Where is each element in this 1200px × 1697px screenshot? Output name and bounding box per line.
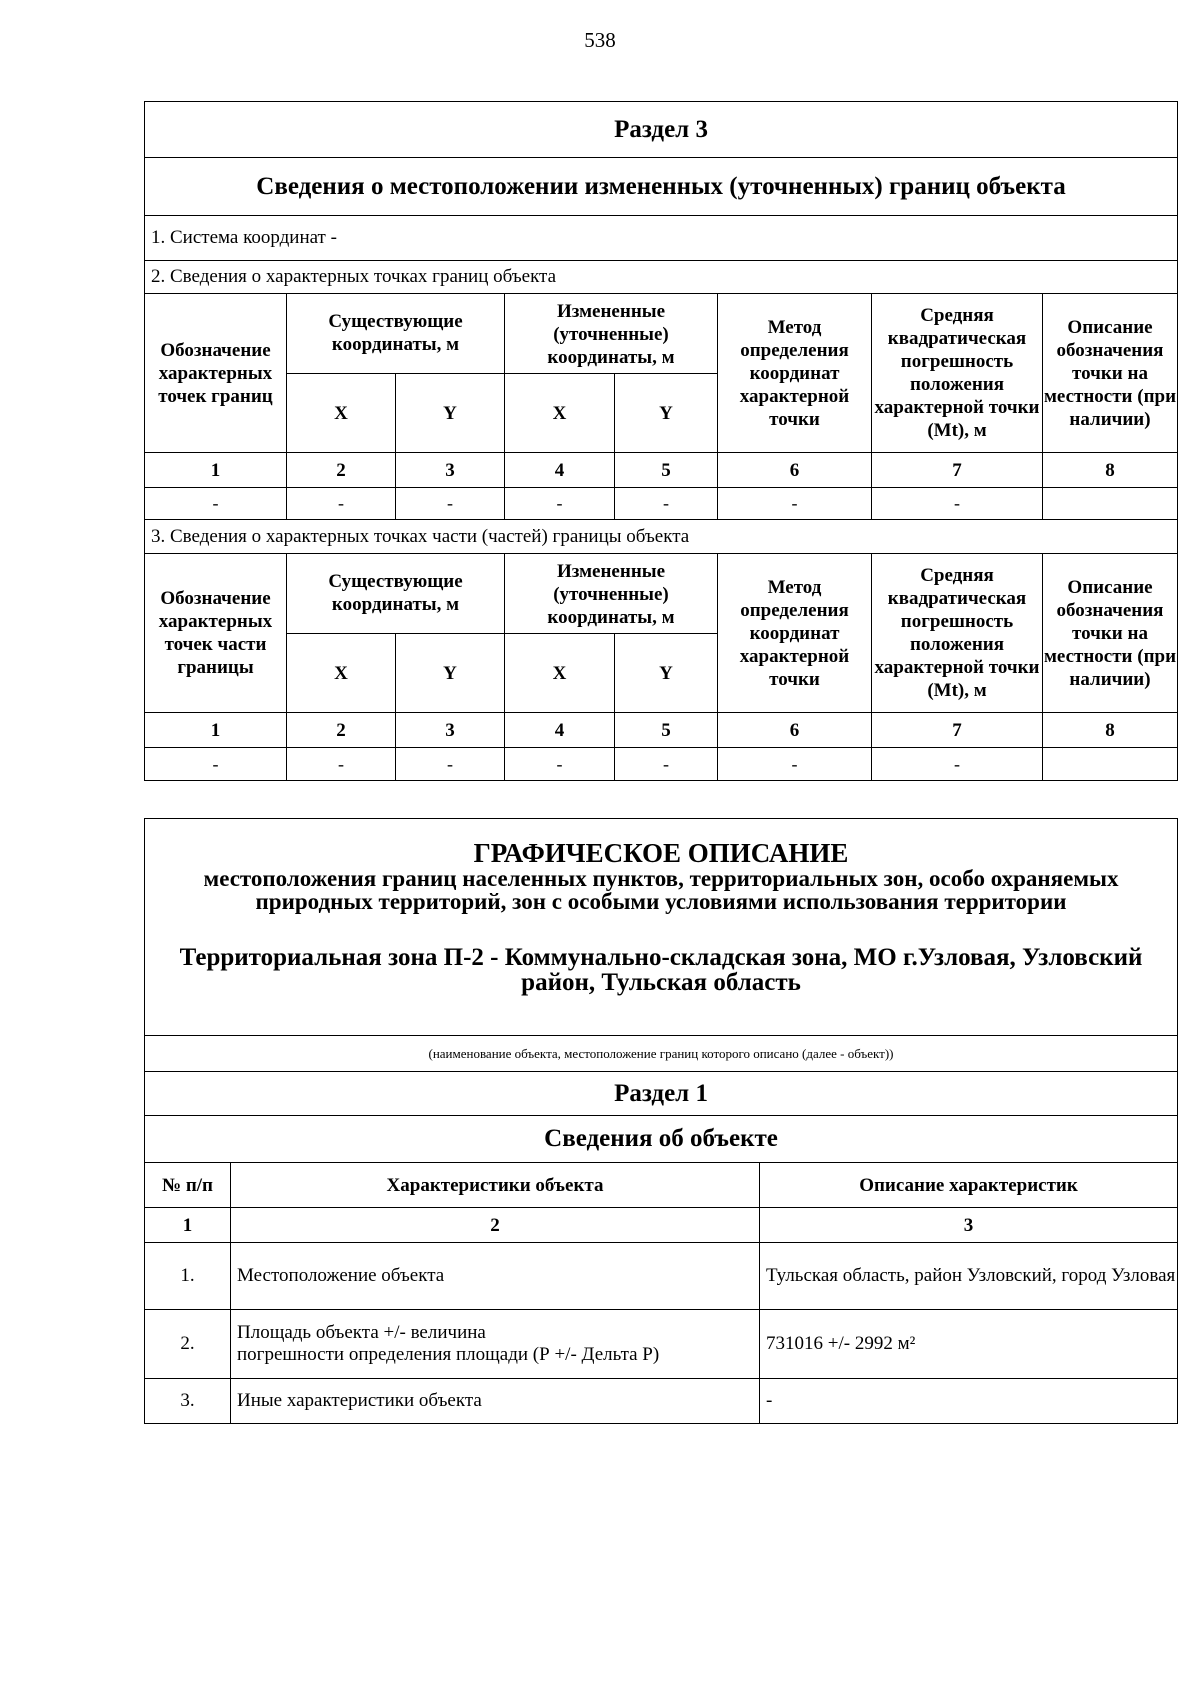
header-description: Описание обозначения точки на местности (при наличии): [1043, 554, 1178, 713]
column-number: 5: [615, 713, 718, 748]
characteristic-name-line: Площадь объекта +/- величина: [237, 1322, 486, 1343]
column-number: 8: [1043, 453, 1178, 488]
header-method: Метод определения координат характерной точки: [718, 294, 872, 453]
parts-heading: 3. Сведения о характерных точках части (частей) границы объекта: [145, 520, 1178, 554]
column-number: 2: [231, 1208, 760, 1243]
points-heading: 2. Сведения о характерных точках границ объекта: [145, 261, 1178, 294]
header-changed-coords: Измененные (уточненные) координаты, м: [505, 294, 718, 374]
section3-subtitle: Сведения о местоположении измененных (уточненных) границ объекта: [145, 158, 1178, 216]
section3-table: [144, 101, 1178, 781]
row-number: 3.: [145, 1379, 231, 1424]
header-y: Y: [396, 374, 505, 453]
header-designation: Обозначение характерных точек границ: [145, 294, 287, 453]
characteristic-value: Тульская область, район Узловский, город Узловая: [760, 1243, 1178, 1310]
header-x: X: [505, 634, 615, 713]
header-error: Средняя квадратическая погрешность положения характерной точки (Mt), м: [872, 554, 1043, 713]
header-designation-parts: Обозначение характерных точек части границы: [145, 554, 287, 713]
page-number: 538: [584, 28, 616, 52]
characteristic-value: -: [760, 1379, 1178, 1424]
header-num: № п/п: [145, 1163, 231, 1208]
column-number: 6: [718, 713, 872, 748]
table-cell: -: [396, 488, 505, 520]
header-characteristics: Характеристики объекта: [231, 1163, 760, 1208]
table-cell: -: [718, 748, 872, 781]
header-descriptions: Описание характеристик: [760, 1163, 1178, 1208]
column-number: 1: [145, 1208, 231, 1243]
table-cell: [1043, 488, 1178, 520]
table-cell: -: [287, 748, 396, 781]
coord-system: 1. Система координат -: [145, 216, 1178, 261]
header-error: Средняя квадратическая погрешность положения характерной точки (Mt), м: [872, 294, 1043, 453]
header-x: X: [287, 634, 396, 713]
characteristic-value: 731016 +/- 2992 м²: [760, 1310, 1178, 1379]
column-number: 3: [396, 453, 505, 488]
table-cell: -: [396, 748, 505, 781]
row-number: 1.: [145, 1243, 231, 1310]
column-number: 4: [505, 713, 615, 748]
column-number: 1: [145, 453, 287, 488]
table-cell: -: [718, 488, 872, 520]
header-y: Y: [615, 634, 718, 713]
table-cell: [1043, 748, 1178, 781]
section1-subtitle: Сведения об объекте: [145, 1116, 1178, 1163]
table-cell: -: [615, 488, 718, 520]
table-cell: -: [145, 488, 287, 520]
column-number: 1: [145, 713, 287, 748]
characteristic-name: [231, 1310, 760, 1379]
table-cell: -: [287, 488, 396, 520]
graphic-description-block: [145, 819, 1178, 1036]
graphic-subtitle: местоположения границ населенных пунктов, территориальных зон, особо охраняемых природных территорий, зон с особыми условиями использования территории: [203, 866, 1119, 914]
section1-table: [144, 818, 1178, 1424]
column-number: 5: [615, 453, 718, 488]
header-existing-coords: Существующие координаты, м: [287, 554, 505, 634]
header-y: Y: [615, 374, 718, 453]
graphic-title: ГРАФИЧЕСКОЕ ОПИСАНИЕ: [473, 838, 849, 868]
characteristic-name: Местоположение объекта: [231, 1243, 760, 1310]
column-number: 8: [1043, 713, 1178, 748]
column-number: 3: [396, 713, 505, 748]
section3-title: Раздел 3: [145, 102, 1178, 158]
column-number: 7: [872, 453, 1043, 488]
characteristic-name: Иные характеристики объекта: [231, 1379, 760, 1424]
table-cell: -: [615, 748, 718, 781]
column-number: 7: [872, 713, 1043, 748]
characteristic-name-line: погрешности определения площади (Р +/- Дельта Р): [237, 1344, 660, 1365]
column-number: 2: [287, 453, 396, 488]
header-x: X: [505, 374, 615, 453]
section1-title: Раздел 1: [145, 1072, 1178, 1116]
column-number: 4: [505, 453, 615, 488]
table-cell: -: [145, 748, 287, 781]
table-cell: -: [505, 748, 615, 781]
object-name-note: (наименование объекта, местоположение границ которого описано (далее - объект)): [145, 1036, 1178, 1072]
table-cell: -: [505, 488, 615, 520]
table-cell: -: [872, 748, 1043, 781]
header-method: Метод определения координат характерной точки: [718, 554, 872, 713]
object-name: Территориальная зона П-2 - Коммунально-складская зона, МО г.Узловая, Узловский район, Тульская область: [179, 944, 1143, 996]
header-description: Описание обозначения точки на местности (при наличии): [1043, 294, 1178, 453]
header-x: X: [287, 374, 396, 453]
column-number: 6: [718, 453, 872, 488]
header-changed-coords: Измененные (уточненные) координаты, м: [505, 554, 718, 634]
header-y: Y: [396, 634, 505, 713]
column-number: 3: [760, 1208, 1178, 1243]
header-existing-coords: Существующие координаты, м: [287, 294, 505, 374]
column-number: 2: [287, 713, 396, 748]
row-number: 2.: [145, 1310, 231, 1379]
table-cell: -: [872, 488, 1043, 520]
